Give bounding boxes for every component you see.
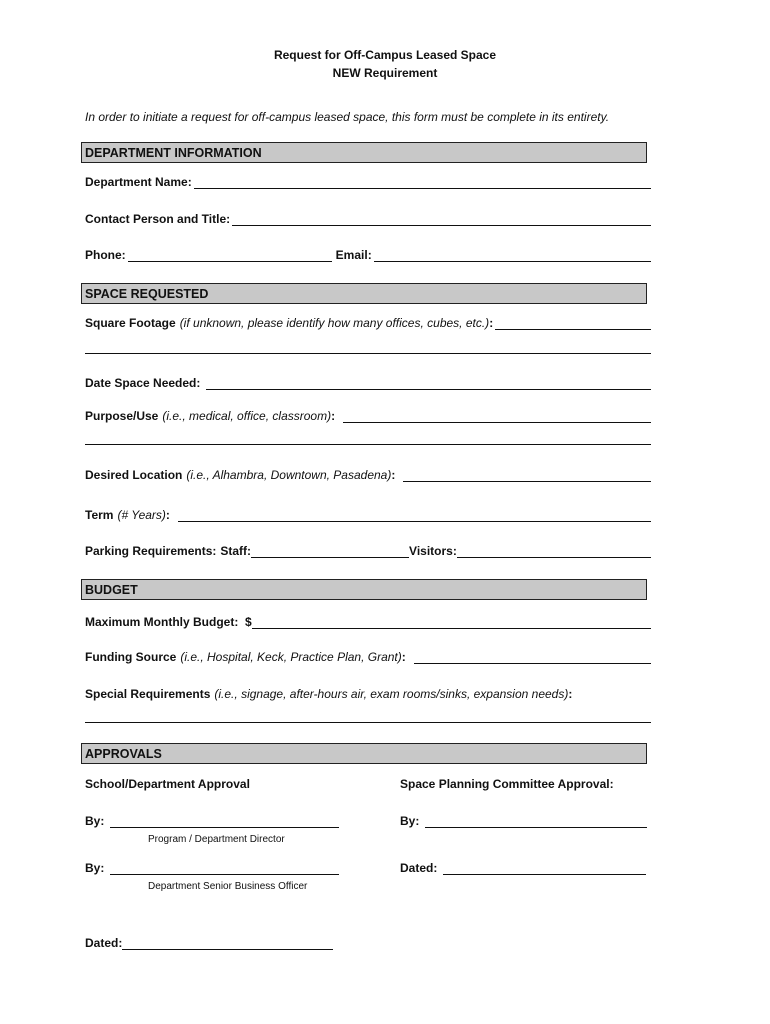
committee-by-row xyxy=(400,812,647,828)
max-budget-field[interactable] xyxy=(252,615,651,629)
funding-label: Funding Source xyxy=(85,650,177,664)
term-colon: : xyxy=(165,508,170,522)
max-budget-row xyxy=(85,613,651,629)
by-label: By: xyxy=(85,861,105,875)
school-date-field[interactable] xyxy=(122,936,333,950)
parking-label: Parking Requirements: xyxy=(85,544,217,558)
funding-row xyxy=(85,648,651,664)
officer-signature-field[interactable] xyxy=(110,861,339,875)
phone-email-row xyxy=(85,246,651,262)
form-title: Request for Off-Campus Leased Space xyxy=(273,48,497,62)
committee-approval-label: Space Planning Committee Approval: xyxy=(400,777,614,791)
school-dated-row xyxy=(85,934,333,950)
school-by-row-2 xyxy=(85,859,339,875)
by-label: By: xyxy=(85,814,105,828)
intro-text: In order to initiate a request for off-campus leased space, this form must be complete in its entirety. xyxy=(85,110,610,124)
location-row xyxy=(85,466,651,482)
committee-date-field[interactable] xyxy=(443,861,646,875)
dated-label: Dated: xyxy=(85,936,123,950)
department-name-label: Department Name: xyxy=(85,175,192,189)
location-field[interactable] xyxy=(403,468,651,482)
funding-hint: (i.e., Hospital, Keck, Practice Plan, Grant) xyxy=(180,650,402,664)
purpose-field[interactable] xyxy=(343,409,651,423)
visitors-field[interactable] xyxy=(457,544,651,558)
purpose-label: Purpose/Use xyxy=(85,409,159,423)
purpose-field-line2[interactable] xyxy=(85,444,651,445)
square-footage-field[interactable] xyxy=(495,316,651,330)
max-budget-label: Maximum Monthly Budget: $ xyxy=(85,615,252,629)
purpose-hint: (i.e., medical, office, classroom) xyxy=(162,409,332,423)
square-footage-label: Square Footage xyxy=(85,316,176,330)
staff-field[interactable] xyxy=(251,544,409,558)
school-approval-label: School/Department Approval xyxy=(85,777,250,791)
special-label: Special Requirements xyxy=(85,687,211,701)
special-field[interactable] xyxy=(85,722,651,723)
email-field[interactable] xyxy=(374,248,651,262)
date-needed-row xyxy=(85,374,651,390)
location-hint: (i.e., Alhambra, Downtown, Pasadena) xyxy=(186,468,392,482)
section-header-space: SPACE REQUESTED xyxy=(81,283,647,304)
committee-dated-row xyxy=(400,859,646,875)
contact-person-field[interactable] xyxy=(232,212,651,226)
section-header-budget: BUDGET xyxy=(81,579,647,600)
director-signature-field[interactable] xyxy=(110,814,339,828)
section-header-department: DEPARTMENT INFORMATION xyxy=(81,142,647,163)
officer-caption: Department Senior Business Officer xyxy=(148,881,308,892)
special-colon: : xyxy=(568,687,573,701)
term-field[interactable] xyxy=(178,508,651,522)
term-hint: (# Years) xyxy=(117,508,166,522)
phone-label: Phone: xyxy=(85,248,126,262)
department-name-field[interactable] xyxy=(194,175,651,189)
phone-field[interactable] xyxy=(128,248,332,262)
special-hint: (i.e., signage, after-hours air, exam rooms/sinks, expansion needs) xyxy=(214,687,569,701)
director-caption: Program / Department Director xyxy=(148,834,285,845)
staff-label: Staff: xyxy=(220,544,252,558)
parking-row xyxy=(85,542,651,558)
dated-label: Dated: xyxy=(400,861,438,875)
term-row xyxy=(85,506,651,522)
date-needed-label: Date Space Needed: xyxy=(85,376,201,390)
square-footage-row xyxy=(85,314,651,330)
school-by-row-1 xyxy=(85,812,339,828)
square-footage-hint: (if unknown, please identify how many offices, cubes, etc.) xyxy=(179,316,490,330)
special-row xyxy=(85,685,651,701)
funding-colon: : xyxy=(401,650,406,664)
contact-person-label: Contact Person and Title: xyxy=(85,212,231,226)
location-colon: : xyxy=(391,468,396,482)
square-footage-field-line2[interactable] xyxy=(85,353,651,354)
contact-person-row xyxy=(85,210,651,226)
form-subtitle: NEW Requirement xyxy=(332,66,438,80)
purpose-row xyxy=(85,407,651,423)
committee-signature-field[interactable] xyxy=(425,814,647,828)
term-label: Term xyxy=(85,508,114,522)
location-label: Desired Location xyxy=(85,468,183,482)
email-label: Email: xyxy=(335,248,372,262)
visitors-label: Visitors: xyxy=(409,544,457,558)
funding-field[interactable] xyxy=(414,650,651,664)
square-footage-colon: : xyxy=(489,316,494,330)
date-needed-field[interactable] xyxy=(206,376,651,390)
purpose-colon: : xyxy=(331,409,336,423)
department-name-row xyxy=(85,173,651,189)
section-header-approvals: APPROVALS xyxy=(81,743,647,764)
by-label: By: xyxy=(400,814,420,828)
